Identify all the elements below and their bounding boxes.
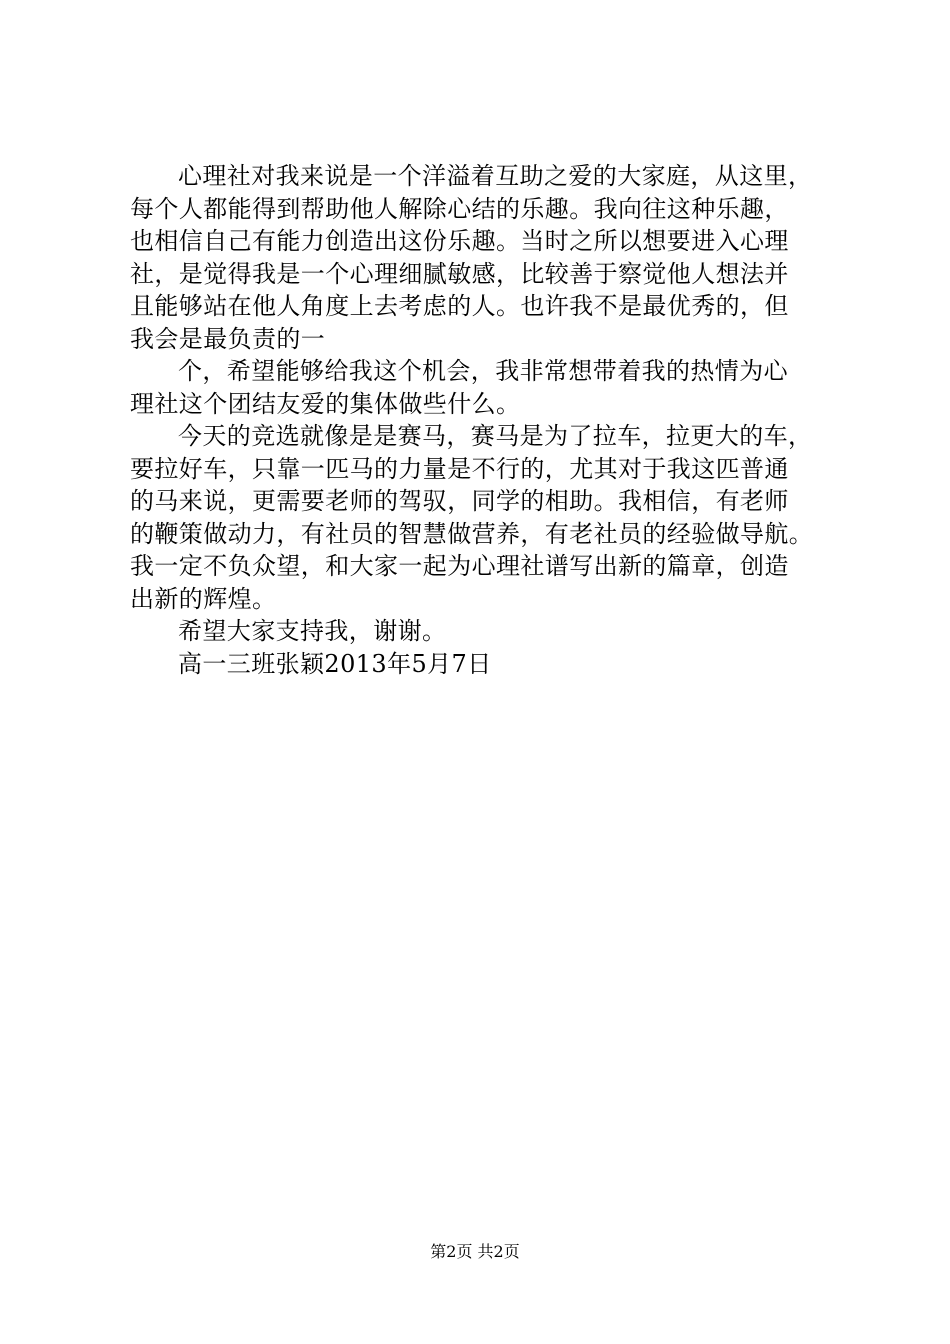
text-line: 的马来说，更需要老师的驾驭，同学的相助。我相信，有老师 xyxy=(130,487,789,515)
text-line: 且能够站在他人角度上去考虑的人。也许我不是最优秀的，但 xyxy=(130,292,789,320)
text-line: 我会是最负责的一 xyxy=(130,324,326,353)
text-line: 理社这个团结友爱的集体做些什么。 xyxy=(130,389,521,418)
text-line: 心理社对我来说是一个洋溢着互助之爱的大家庭，从这里， xyxy=(178,162,813,190)
text-line: 个，希望能够给我这个机会，我非常想带着我的热情为心 xyxy=(178,357,788,385)
signature-date-line: 高一三班张颖2013年5月7日 xyxy=(178,649,492,678)
text-line: 也相信自己有能力创造出这份乐趣。当时之所以想要进入心理 xyxy=(130,227,789,255)
text-line: 我一定不负众望，和大家一起为心理社谱写出新的篇章，创造 xyxy=(130,552,789,580)
document-body xyxy=(130,160,830,680)
text-line: 每个人都能得到帮助他人解除心结的乐趣。我向往这种乐趣， xyxy=(130,194,789,223)
page-number-footer: 第2页 共2页 xyxy=(430,1242,520,1261)
text-line: 的鞭策做动力，有社员的智慧做营养，有老社员的经验做导航。 xyxy=(130,519,814,548)
text-line: 出新的辉煌。 xyxy=(130,584,277,613)
text-line: 要拉好车，只靠一匹马的力量是不行的，尤其对于我这匹普通 xyxy=(130,454,789,483)
text-line: 社，是觉得我是一个心理细腻敏感，比较善于察觉他人想法并 xyxy=(130,259,789,288)
text-line: 今天的竞选就像是是赛马，赛马是为了拉车，拉更大的车， xyxy=(178,422,813,450)
text-line: 希望大家支持我，谢谢。 xyxy=(178,617,447,645)
